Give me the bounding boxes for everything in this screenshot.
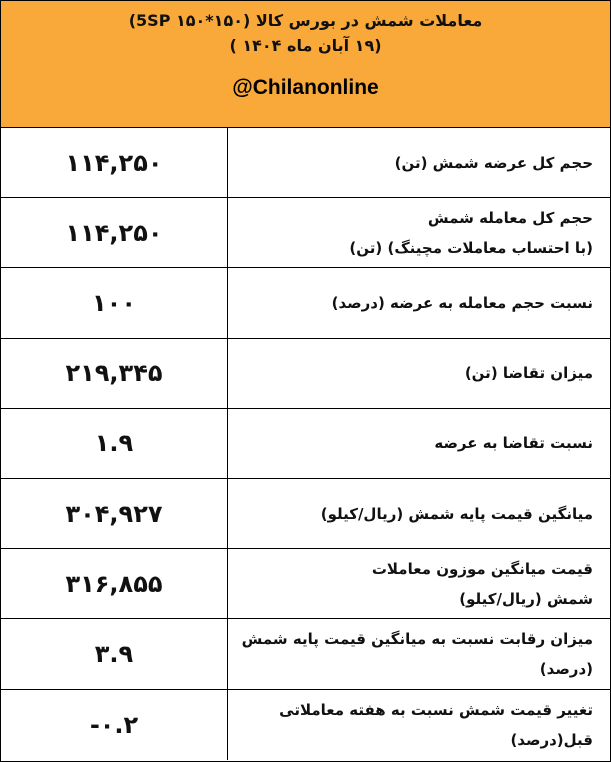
row-label	[228, 479, 610, 548]
row-label	[228, 198, 610, 267]
row-value: ۱۰۰	[1, 268, 228, 337]
row-label	[228, 409, 610, 478]
row-label-line-1: قیمت میانگین موزون معاملات	[371, 559, 593, 578]
row-label	[228, 339, 610, 408]
table-date: (۱۹ آبان ماه ۱۴۰۴ )	[229, 36, 382, 55]
row-label-line-2: شمش (ریال/کیلو)	[459, 589, 593, 608]
table-row	[1, 198, 610, 268]
row-label-line-1: نسبت تقاضا به عرضه	[434, 434, 593, 453]
row-value: ۳۱۶,۸۵۵	[1, 549, 228, 618]
table-row	[1, 549, 610, 619]
row-label-line-2: قبل(درصد)	[510, 730, 593, 749]
row-value: -۰.۲	[1, 690, 228, 760]
row-label	[228, 128, 610, 197]
table-row	[1, 268, 610, 338]
row-label-line-1: نسبت حجم معامله به عرضه (درصد)	[331, 293, 593, 312]
row-value: ۲۱۹,۳۴۵	[1, 339, 228, 408]
table-row	[1, 339, 610, 409]
channel-handle: @Chilanonline	[232, 76, 379, 99]
row-label	[228, 619, 610, 688]
row-label-line-1: حجم کل عرضه شمش (تن)	[394, 153, 593, 172]
row-label-line-1: میزان تقاضا (تن)	[464, 364, 593, 383]
table-row	[1, 690, 610, 760]
row-label	[228, 690, 610, 760]
table-title: معاملات شمش در بورس کالا (۱۵۰*۱۵۰ 5SP)	[128, 11, 483, 30]
table-row	[1, 409, 610, 479]
row-label-line-1: میانگین قیمت پایه شمش (ریال/کیلو)	[320, 504, 593, 523]
table-row	[1, 128, 610, 198]
row-label-line-2: (درصد)	[539, 659, 593, 678]
row-value: ۱۱۴,۲۵۰	[1, 198, 228, 267]
row-label-line-1: میزان رقابت نسبت به میانگین قیمت پایه شمش	[241, 629, 593, 648]
row-label-line-1: حجم کل معامله شمش	[427, 208, 593, 227]
row-label-line-1: تغییر قیمت شمش نسبت به هفته معاملاتی	[279, 700, 593, 719]
table-row	[1, 479, 610, 549]
row-label-line-2: (با احتساب معاملات مچینگ) (تن)	[349, 238, 593, 257]
row-value: ۳.۹	[1, 619, 228, 688]
table-body	[1, 128, 610, 760]
row-label	[228, 268, 610, 337]
table-row	[1, 619, 610, 689]
row-value: ۳۰۴,۹۲۷	[1, 479, 228, 548]
table-header	[1, 1, 610, 128]
row-value: ۱۱۴,۲۵۰	[1, 128, 228, 197]
row-value: ۱.۹	[1, 409, 228, 478]
row-label	[228, 549, 610, 618]
